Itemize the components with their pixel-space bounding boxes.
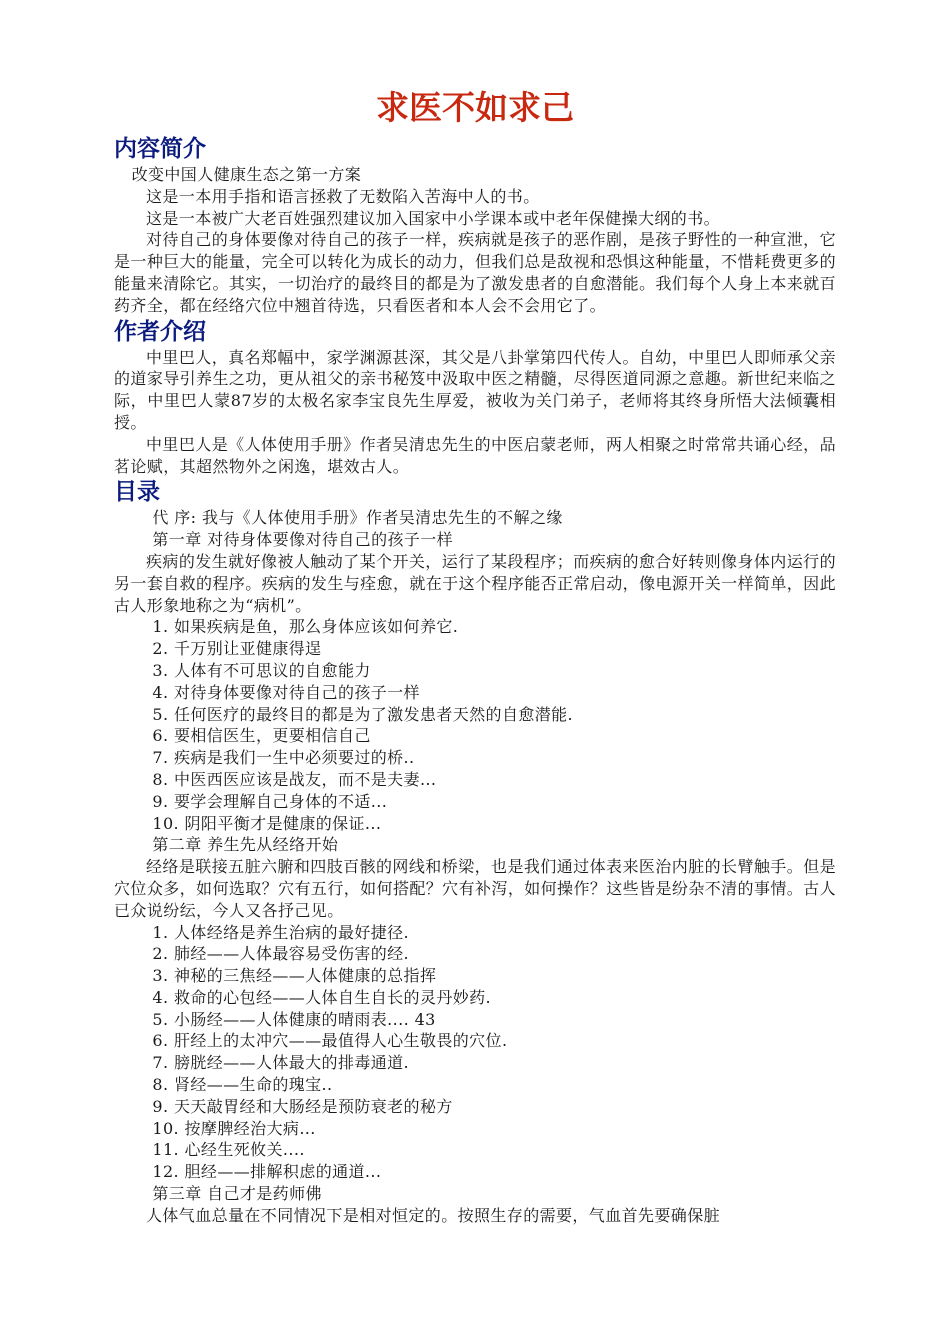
- toc-item: 12. 胆经——排解积虑的通道...: [152, 1162, 382, 1182]
- document-page: [114, 82, 836, 1227]
- toc-item: 5. 任何医疗的最终目的都是为了激发患者天然的自愈潜能.: [152, 704, 574, 724]
- toc-item: 10. 阴阳平衡才是健康的保证...: [152, 813, 382, 833]
- intro-paragraph: 对待自己的身体要像对待自己的孩子一样，疾病就是孩子的恶作剧，是孩子野性的一种宣泄，它是一种巨大的能量，完全可以转化为成长的动力，但我们总是敌视和恐惧这种能量，不惜耗费更多的能量来清除它。其实，一切治疗的最终目的都是为了激发患者的自愈潜能。我们每个人身上本来就百药齐全，都在经络穴位中翘首待选，只看医者和本人会不会用它了。: [114, 230, 836, 315]
- author-paragraph: 中里巴人是《人体使用手册》作者吴清忠先生的中医启蒙老师，两人相聚之时常常共诵心经，品茗论赋，其超然物外之闲逸，堪效古人。: [114, 434, 836, 476]
- toc-item: 1. 人体经络是养生治病的最好捷径.: [152, 922, 410, 942]
- intro-paragraph: 这是一本被广大老百姓强烈建议加入国家中小学课本或中老年保健操大纲的书。: [146, 208, 721, 228]
- toc-item: 1. 如果疾病是鱼，那么身体应该如何养它.: [152, 617, 459, 637]
- intro-paragraph: 这是一本用手指和语言拯救了无数陷入苦海中人的书。: [146, 186, 540, 206]
- toc-item: 3. 神秘的三焦经——人体健康的总指挥: [152, 966, 437, 986]
- toc-item: 4. 对待身体要像对待自己的孩子一样: [152, 682, 420, 702]
- chapter-1-title: 第一章 对待身体要像对待自己的孩子一样: [152, 530, 454, 550]
- toc-item: 8. 中医西医应该是战友，而不是夫妻...: [152, 769, 437, 789]
- toc-item: 8. 肾经——生命的瑰宝..: [152, 1075, 333, 1095]
- toc-item: 2. 肺经——人体最容易受伤害的经.: [152, 944, 410, 964]
- author-paragraph: 中里巴人，真名郑幅中，家学渊源甚深，其父是八卦掌第四代传人。自幼，中里巴人即师承父亲的道家导引养生之功，更从祖父的亲书秘笈中汲取中医之精髓，尽得医道同源之意趣。新世纪来临之际，中里巴人蒙87岁的太极名家李宝良先生厚爱，被收为关门弟子，老师将其终身所悟大法倾囊相授。: [114, 347, 836, 432]
- toc-item: 5. 小肠经——人体健康的晴雨表.... 43: [152, 1009, 436, 1029]
- chapter-3-title: 第三章 自己才是药师佛: [152, 1184, 322, 1204]
- toc-item: 10. 按摩脾经治大病...: [152, 1118, 316, 1138]
- toc-item: 6. 肝经上的太冲穴——最值得人心生敬畏的穴位.: [152, 1031, 508, 1051]
- intro-subtitle: 改变中国人健康生态之第一方案: [131, 165, 362, 184]
- toc-item: 7. 膀胱经——人体最大的排毒通道.: [152, 1053, 410, 1073]
- toc-heading: 目录: [114, 479, 160, 506]
- toc-item: 2. 千万别让亚健康得逞: [152, 639, 322, 659]
- author-heading: 作者介绍: [114, 318, 206, 345]
- chapter-1-summary: 疾病的发生就好像被人触动了某个开关，运行了某段程序；而疾病的愈合好转则像身体内运行的另一套自救的程序。疾病的发生与痊愈，就在于这个程序能否正常启动，像电源开关一样简单，因此古人形象地称之为“病机”。: [114, 551, 836, 615]
- intro-heading: 内容简介: [114, 136, 206, 162]
- toc-item: 9. 要学会理解自己身体的不适...: [152, 791, 388, 811]
- page-title: 求医不如求己: [376, 88, 574, 127]
- chapter-2-summary: 经络是联接五脏六腑和四肢百骸的网线和桥梁，也是我们通过体表来医治内脏的长臂触手。但是穴位众多，如何选取？穴有五行，如何搭配？穴有补泻，如何操作？这些皆是纷杂不清的事情。古人已众说纷纭，今人又各抒己见。: [114, 857, 836, 920]
- toc-item: 7. 疾病是我们一生中必须要过的桥..: [152, 748, 415, 768]
- toc-item: 9. 天天敲胃经和大肠经是预防衰老的秘方: [152, 1096, 453, 1116]
- toc-item: 6. 要相信医生，更要相信自己: [152, 726, 371, 746]
- chapter-2-title: 第二章 养生先从经络开始: [152, 835, 339, 855]
- toc-item: 4. 救命的心包经——人体自生自长的灵丹妙药.: [152, 987, 492, 1007]
- toc-preface: 代 序: 我与《人体使用手册》作者吴清忠先生的不解之缘: [152, 508, 563, 528]
- toc-item: 11. 心经生死攸关....: [152, 1140, 305, 1160]
- toc-item: 3. 人体有不可思议的自愈能力: [152, 660, 371, 680]
- chapter-3-summary: 人体气血总量在不同情况下是相对恒定的。按照生存的需要，气血首先要确保脏: [146, 1205, 721, 1225]
